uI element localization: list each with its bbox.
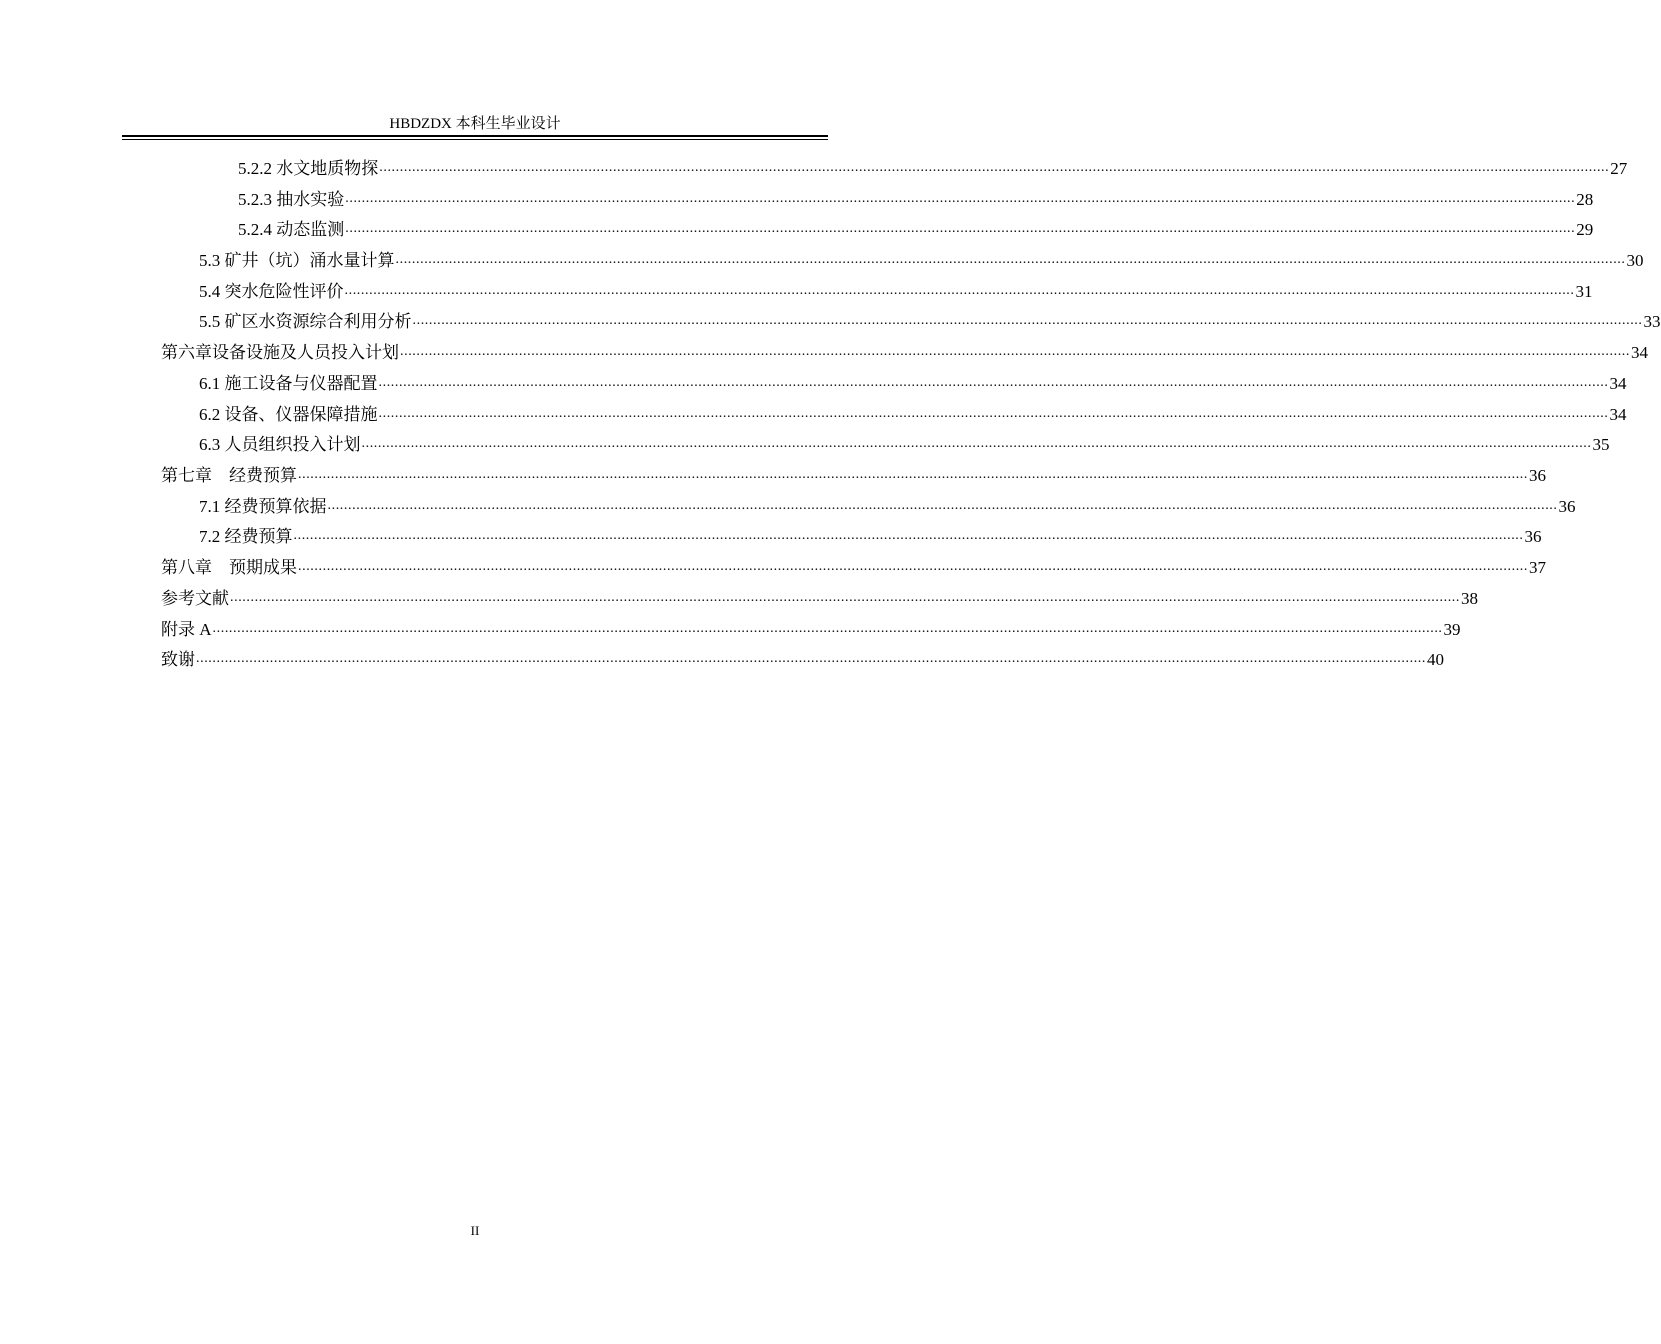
toc-dot-leader: ............................................................................................................................................................................................................................................................................................................ bbox=[412, 313, 1643, 328]
toc-entry-label: 附录 A bbox=[161, 620, 212, 639]
toc-entry-label: 6.1 施工设备与仪器配置 bbox=[199, 374, 378, 393]
toc-entry[interactable] bbox=[199, 430, 1610, 456]
toc-entry-page: 37 bbox=[1529, 558, 1546, 577]
toc-dot-leader: ............................................................................................................................................................................................................................................................................................................ bbox=[298, 559, 1528, 574]
toc-entry-label: 5.2.4 动态监测 bbox=[238, 220, 345, 239]
toc-entry[interactable] bbox=[161, 461, 1546, 487]
toc-entry[interactable] bbox=[199, 307, 1661, 333]
toc-entry-page: 38 bbox=[1461, 589, 1478, 608]
toc-entry-label: 6.2 设备、仪器保障措施 bbox=[199, 405, 378, 424]
toc-entry-label: 5.5 矿区水资源综合利用分析 bbox=[199, 312, 412, 331]
toc-entry[interactable] bbox=[161, 615, 1461, 641]
toc-entry-page: 36 bbox=[1529, 466, 1546, 485]
page-number: II bbox=[470, 1223, 480, 1238]
toc-entry-page: 39 bbox=[1443, 620, 1461, 639]
toc-dot-leader: ............................................................................................................................................................................................................................................................................................................ bbox=[293, 528, 1524, 543]
running-header-title: HBDZDX 本科生毕业设计 bbox=[389, 116, 561, 132]
toc-entry-page: 35 bbox=[1592, 435, 1610, 454]
toc-entry-label: 5.4 突水危险性评价 bbox=[199, 282, 344, 301]
toc-entry-page: 36 bbox=[1524, 527, 1542, 546]
toc-dot-leader: ............................................................................................................................................................................................................................................................................................................ bbox=[344, 283, 1575, 298]
toc-entry-page: 33 bbox=[1643, 312, 1661, 331]
toc-entry[interactable] bbox=[161, 338, 1648, 364]
toc-entry[interactable] bbox=[238, 154, 1628, 180]
toc-entry-page: 40 bbox=[1427, 650, 1444, 669]
header-rule-thick bbox=[122, 135, 828, 137]
toc-entry[interactable] bbox=[199, 400, 1627, 426]
toc-dot-leader: ............................................................................................................................................................................................................................................................................................................ bbox=[196, 651, 1426, 666]
toc-entry[interactable] bbox=[199, 277, 1593, 303]
toc-dot-leader: ............................................................................................................................................................................................................................................................................................................ bbox=[378, 375, 1609, 390]
toc-entry-label: 致谢 bbox=[161, 650, 195, 669]
toc-dot-leader: ............................................................................................................................................................................................................................................................................................................ bbox=[327, 498, 1558, 513]
header-rule-thin bbox=[122, 139, 828, 140]
toc-entry-page: 31 bbox=[1575, 282, 1593, 301]
toc-entry-label: 第六章设备设施及人员投入计划 bbox=[161, 343, 399, 362]
toc-entry[interactable] bbox=[238, 185, 1594, 211]
toc-dot-leader: ............................................................................................................................................................................................................................................................................................................ bbox=[345, 191, 1576, 206]
toc-entry[interactable] bbox=[161, 645, 1444, 671]
toc-dot-leader: ............................................................................................................................................................................................................................................................................................................ bbox=[400, 344, 1630, 359]
toc-dot-leader: ............................................................................................................................................................................................................................................................................................................ bbox=[379, 160, 1610, 175]
toc-dot-leader: ............................................................................................................................................................................................................................................................................................................ bbox=[230, 590, 1460, 605]
toc-entry[interactable] bbox=[199, 522, 1542, 548]
toc-entry-page: 27 bbox=[1610, 159, 1628, 178]
toc-dot-leader: ............................................................................................................................................................................................................................................................................................................ bbox=[298, 467, 1528, 482]
toc-entry-label: 第七章 经费预算 bbox=[161, 466, 297, 485]
toc-dot-leader: ............................................................................................................................................................................................................................................................................................................ bbox=[361, 436, 1592, 451]
toc-entry-label: 参考文献 bbox=[161, 589, 229, 608]
toc-entry-page: 34 bbox=[1609, 374, 1627, 393]
toc-entry[interactable] bbox=[199, 492, 1576, 518]
toc-entry-label: 5.3 矿井（坑）涌水量计算 bbox=[199, 251, 395, 270]
toc-dot-leader: ............................................................................................................................................................................................................................................................................................................ bbox=[345, 221, 1576, 236]
toc-entry[interactable] bbox=[238, 215, 1594, 241]
toc-entry-label: 5.2.2 水文地质物探 bbox=[238, 159, 379, 178]
toc-entry-page: 34 bbox=[1631, 343, 1648, 362]
toc-entry-page: 34 bbox=[1609, 405, 1627, 424]
toc-entry-page: 28 bbox=[1576, 190, 1594, 209]
toc-dot-leader: ............................................................................................................................................................................................................................................................................................................ bbox=[378, 406, 1609, 421]
toc-entry-page: 30 bbox=[1626, 251, 1644, 270]
toc-dot-leader: ............................................................................................................................................................................................................................................................................................................ bbox=[212, 621, 1443, 636]
toc-entry-label: 6.3 人员组织投入计划 bbox=[199, 435, 361, 454]
toc-entry-page: 29 bbox=[1576, 220, 1594, 239]
toc-entry-label: 7.1 经费预算依据 bbox=[199, 497, 327, 516]
toc-entry-label: 7.2 经费预算 bbox=[199, 527, 293, 546]
toc-entry[interactable] bbox=[199, 369, 1627, 395]
toc-entry-page: 36 bbox=[1558, 497, 1576, 516]
toc-entry-label: 第八章 预期成果 bbox=[161, 558, 297, 577]
toc-dot-leader: ............................................................................................................................................................................................................................................................................................................ bbox=[395, 252, 1626, 267]
toc-entry[interactable] bbox=[161, 553, 1546, 579]
toc-entry[interactable] bbox=[161, 584, 1478, 610]
toc-entry-label: 5.2.3 抽水实验 bbox=[238, 190, 345, 209]
toc-entry[interactable] bbox=[199, 246, 1644, 272]
